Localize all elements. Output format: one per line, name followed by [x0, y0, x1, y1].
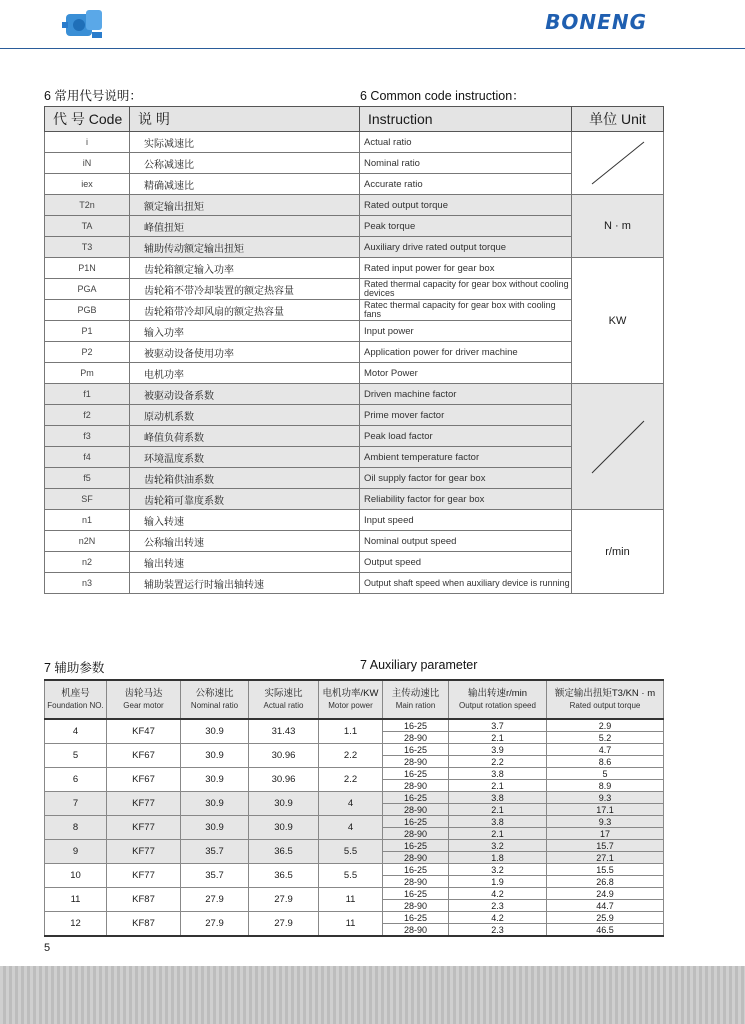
instruction-cell: Motor Power — [360, 363, 572, 384]
desc-cell: 齿轮箱不带冷却装置的额定热容量 — [130, 279, 360, 300]
aux-header-4 — [319, 680, 383, 719]
aux-cell-speed: 2.3 — [449, 924, 547, 937]
aux-header-cn: 输出转速r/min — [467, 687, 528, 699]
aux-cell-nominal: 35.7 — [181, 840, 249, 864]
desc-cell: 峰值负荷系数 — [130, 426, 360, 447]
instruction-cell: Nominal ratio — [360, 153, 572, 174]
aux-cell-speed: 2.1 — [449, 780, 547, 792]
code-cell: P2 — [45, 342, 130, 363]
page-header — [0, 0, 745, 50]
header-unit: 单位 Unit — [572, 107, 664, 132]
unit-cell-torque: N · m — [572, 195, 664, 258]
unit-cell-factor — [572, 384, 664, 510]
aux-cell-speed: 3.8 — [449, 816, 547, 828]
aux-cell-torque: 8.9 — [547, 780, 664, 792]
code-cell: T2n — [45, 195, 130, 216]
aux-cell-main-ratio: 16-25 — [383, 719, 449, 732]
instruction-cell: Output shaft speed when auxiliary device is running — [360, 573, 572, 594]
common-code-table — [44, 106, 664, 594]
aux-cell-main-ratio: 16-25 — [383, 912, 449, 924]
aux-cell-torque: 5.2 — [547, 732, 664, 744]
aux-cell-torque: 17.1 — [547, 804, 664, 816]
aux-cell-main-ratio: 16-25 — [383, 864, 449, 876]
aux-cell-torque: 17 — [547, 828, 664, 840]
aux-cell-power: 11 — [319, 912, 383, 937]
desc-cell: 峰值扭矩 — [130, 216, 360, 237]
aux-header-en: Output rotation speed — [459, 700, 536, 710]
header-divider — [0, 48, 745, 49]
desc-cell: 实际减速比 — [130, 132, 360, 153]
aux-cell-power: 2.2 — [319, 768, 383, 792]
aux-header-1 — [107, 680, 181, 719]
code-cell: i — [45, 132, 130, 153]
aux-header-cn: 电机功率/KW — [322, 687, 379, 699]
aux-cell-speed: 2.1 — [449, 804, 547, 816]
aux-cell-main-ratio: 28-90 — [383, 756, 449, 768]
code-cell: P1N — [45, 258, 130, 279]
desc-cell: 被驱动设备系数 — [130, 384, 360, 405]
aux-cell-main-ratio: 28-90 — [383, 924, 449, 937]
instruction-cell: Peak torque — [360, 216, 572, 237]
instruction-cell: Accurate ratio — [360, 174, 572, 195]
instruction-cell: Input speed — [360, 510, 572, 531]
code-cell: iN — [45, 153, 130, 174]
desc-cell: 额定输出扭矩 — [130, 195, 360, 216]
aux-cell-torque: 15.7 — [547, 840, 664, 852]
aux-cell-actual: 30.9 — [249, 792, 319, 816]
desc-cell: 齿轮箱带冷却风扇的额定热容量 — [130, 300, 360, 321]
aux-cell-speed: 3.8 — [449, 792, 547, 804]
aux-header-en: Actual ratio — [263, 700, 304, 710]
section7-title-en: 7 Auxiliary parameter — [360, 658, 478, 672]
aux-cell-main-ratio: 16-25 — [383, 792, 449, 804]
aux-cell-power: 5.5 — [319, 864, 383, 888]
aux-cell-power: 2.2 — [319, 744, 383, 768]
aux-header-cn: 公称速比 — [195, 687, 234, 699]
aux-cell-main-ratio: 28-90 — [383, 900, 449, 912]
unit-cell-ratio — [572, 132, 664, 195]
desc-cell: 齿轮箱供油系数 — [130, 468, 360, 489]
aux-cell-no: 6 — [45, 768, 107, 792]
instruction-cell: Peak load factor — [360, 426, 572, 447]
aux-cell-main-ratio: 28-90 — [383, 804, 449, 816]
instruction-cell: Rated output torque — [360, 195, 572, 216]
aux-cell-speed: 2.1 — [449, 732, 547, 744]
table-row — [45, 792, 664, 804]
aux-cell-speed: 3.9 — [449, 744, 547, 756]
aux-header-en: Motor power — [328, 700, 373, 710]
aux-cell-actual: 30.96 — [249, 768, 319, 792]
aux-cell-motor: KF87 — [107, 888, 181, 912]
aux-cell-main-ratio: 28-90 — [383, 780, 449, 792]
instruction-cell: Actual ratio — [360, 132, 572, 153]
aux-header-en: Rated output torque — [569, 700, 641, 710]
aux-header-en: Gear motor — [123, 700, 164, 710]
table-row — [45, 912, 664, 924]
code-cell: T3 — [45, 237, 130, 258]
desc-cell: 电机功率 — [130, 363, 360, 384]
aux-cell-nominal: 30.9 — [181, 719, 249, 744]
code-cell: f5 — [45, 468, 130, 489]
aux-header-cn: 齿轮马达 — [124, 687, 163, 699]
aux-cell-main-ratio: 16-25 — [383, 888, 449, 900]
aux-cell-speed: 3.2 — [449, 864, 547, 876]
code-cell: n1 — [45, 510, 130, 531]
table-row — [45, 744, 664, 756]
aux-cell-no: 9 — [45, 840, 107, 864]
aux-cell-torque: 8.6 — [547, 756, 664, 768]
instruction-cell: Prime mover factor — [360, 405, 572, 426]
desc-cell: 输入功率 — [130, 321, 360, 342]
aux-cell-motor: KF47 — [107, 719, 181, 744]
desc-cell: 辅助传动额定输出扭矩 — [130, 237, 360, 258]
section6-title-en: 6 Common code instruction： — [360, 89, 525, 103]
desc-cell: 被驱动设备使用功率 — [130, 342, 360, 363]
aux-cell-main-ratio: 16-25 — [383, 768, 449, 780]
desc-cell: 原动机系数 — [130, 405, 360, 426]
aux-cell-speed: 3.2 — [449, 840, 547, 852]
code-cell: iex — [45, 174, 130, 195]
aux-cell-main-ratio: 28-90 — [383, 876, 449, 888]
aux-cell-main-ratio: 28-90 — [383, 732, 449, 744]
aux-cell-no: 11 — [45, 888, 107, 912]
no-unit-slash-icon — [588, 417, 648, 477]
desc-cell: 公称减速比 — [130, 153, 360, 174]
aux-cell-speed: 2.2 — [449, 756, 547, 768]
footer-band — [0, 966, 745, 1024]
table-row — [45, 816, 664, 828]
aux-header-cn: 机座号 — [61, 687, 90, 699]
aux-cell-motor: KF77 — [107, 864, 181, 888]
code-cell: n2N — [45, 531, 130, 552]
page-number: 5 — [44, 942, 51, 954]
aux-cell-speed: 2.1 — [449, 828, 547, 840]
aux-cell-actual: 30.96 — [249, 744, 319, 768]
table-row — [45, 864, 664, 876]
aux-cell-torque: 2.9 — [547, 719, 664, 732]
unit-cell-power: KW — [572, 258, 664, 384]
aux-header-en: Nominal ratio — [190, 700, 239, 710]
table-row — [45, 840, 664, 852]
instruction-cell: Nominal output speed — [360, 531, 572, 552]
desc-cell: 输出转速 — [130, 552, 360, 573]
gearbox-product-icon — [62, 4, 108, 44]
aux-cell-main-ratio: 16-25 — [383, 840, 449, 852]
section6-title-cn: 6 常用代号说明： — [44, 89, 142, 103]
aux-cell-actual: 36.5 — [249, 864, 319, 888]
aux-header-2 — [181, 680, 249, 719]
aux-cell-torque: 24.9 — [547, 888, 664, 900]
aux-cell-speed: 3.7 — [449, 719, 547, 732]
header-instruction: Instruction — [360, 107, 572, 132]
instruction-cell: Reliability factor for gear box — [360, 489, 572, 510]
aux-cell-motor: KF67 — [107, 768, 181, 792]
aux-cell-motor: KF77 — [107, 792, 181, 816]
aux-cell-speed: 1.9 — [449, 876, 547, 888]
code-cell: f1 — [45, 384, 130, 405]
instruction-cell: Output speed — [360, 552, 572, 573]
aux-cell-motor: KF77 — [107, 840, 181, 864]
code-cell: PGA — [45, 279, 130, 300]
instruction-cell: Auxiliary drive rated output torque — [360, 237, 572, 258]
instruction-cell: Rated input power for gear box — [360, 258, 572, 279]
aux-cell-nominal: 30.9 — [181, 792, 249, 816]
desc-cell: 精确减速比 — [130, 174, 360, 195]
aux-cell-speed: 1.8 — [449, 852, 547, 864]
aux-cell-actual: 30.9 — [249, 816, 319, 840]
aux-cell-nominal: 35.7 — [181, 864, 249, 888]
aux-cell-torque: 27.1 — [547, 852, 664, 864]
code-cell: PGB — [45, 300, 130, 321]
code-cell: f2 — [45, 405, 130, 426]
aux-cell-power: 4 — [319, 792, 383, 816]
aux-cell-nominal: 30.9 — [181, 744, 249, 768]
aux-cell-speed: 2.3 — [449, 900, 547, 912]
aux-cell-power: 4 — [319, 816, 383, 840]
aux-header-3 — [249, 680, 319, 719]
aux-cell-nominal: 27.9 — [181, 888, 249, 912]
aux-header-cn: 实际速比 — [264, 687, 303, 699]
aux-cell-power: 11 — [319, 888, 383, 912]
instruction-cell: Ambient temperature factor — [360, 447, 572, 468]
code-cell: TA — [45, 216, 130, 237]
code-cell: f3 — [45, 426, 130, 447]
aux-header-cn: 主传动速比 — [391, 687, 440, 699]
aux-cell-torque: 9.3 — [547, 816, 664, 828]
aux-cell-torque: 4.7 — [547, 744, 664, 756]
unit-cell-speed: r/min — [572, 510, 664, 594]
brand-logo-text: BONENG — [545, 10, 647, 34]
aux-cell-main-ratio: 28-90 — [383, 828, 449, 840]
aux-cell-speed: 4.2 — [449, 888, 547, 900]
section7-title-cn: 7 辅助参数 — [44, 661, 105, 675]
aux-cell-torque: 46.5 — [547, 924, 664, 937]
aux-header-6 — [449, 680, 547, 719]
aux-cell-actual: 36.5 — [249, 840, 319, 864]
header-desc: 说 明 — [130, 107, 360, 132]
code-cell: P1 — [45, 321, 130, 342]
desc-cell: 齿轮箱可靠度系数 — [130, 489, 360, 510]
aux-cell-torque: 25.9 — [547, 912, 664, 924]
table-row — [45, 768, 664, 780]
desc-cell: 输入转速 — [130, 510, 360, 531]
aux-cell-actual: 27.9 — [249, 912, 319, 937]
aux-cell-torque: 9.3 — [547, 792, 664, 804]
aux-cell-torque: 5 — [547, 768, 664, 780]
aux-cell-nominal: 30.9 — [181, 816, 249, 840]
aux-cell-no: 4 — [45, 719, 107, 744]
aux-header-en: Main ration — [395, 700, 436, 710]
code-cell: SF — [45, 489, 130, 510]
aux-header-0 — [45, 680, 107, 719]
desc-cell: 齿轮箱额定输入功率 — [130, 258, 360, 279]
aux-cell-motor: KF67 — [107, 744, 181, 768]
instruction-cell: Input power — [360, 321, 572, 342]
code-cell: n3 — [45, 573, 130, 594]
code-cell: n2 — [45, 552, 130, 573]
instruction-cell: Rated thermal capacity for gear box without cooling devices — [360, 279, 572, 300]
aux-cell-no: 8 — [45, 816, 107, 840]
code-cell: Pm — [45, 363, 130, 384]
table-row — [45, 719, 664, 732]
aux-cell-nominal: 30.9 — [181, 768, 249, 792]
header-code: 代 号 Code — [45, 107, 130, 132]
no-unit-slash-icon — [588, 138, 648, 188]
desc-cell: 公称输出转速 — [130, 531, 360, 552]
aux-cell-no: 10 — [45, 864, 107, 888]
aux-header-5 — [383, 680, 449, 719]
instruction-cell: Application power for driver machine — [360, 342, 572, 363]
desc-cell: 环境温度系数 — [130, 447, 360, 468]
aux-cell-main-ratio: 16-25 — [383, 744, 449, 756]
aux-cell-main-ratio: 28-90 — [383, 852, 449, 864]
aux-cell-speed: 3.8 — [449, 768, 547, 780]
aux-cell-motor: KF77 — [107, 816, 181, 840]
instruction-cell: Ratec thermal capacity for gear box with cooling fans — [360, 300, 572, 321]
aux-header-en: Foundation NO. — [47, 700, 104, 710]
aux-cell-actual: 31.43 — [249, 719, 319, 744]
aux-cell-motor: KF87 — [107, 912, 181, 937]
aux-header-7 — [547, 680, 664, 719]
desc-cell: 辅助装置运行时输出轴转速 — [130, 573, 360, 594]
instruction-cell: Driven machine factor — [360, 384, 572, 405]
table-row — [45, 888, 664, 900]
aux-cell-torque: 44.7 — [547, 900, 664, 912]
auxiliary-parameter-table — [44, 679, 664, 937]
aux-cell-main-ratio: 16-25 — [383, 816, 449, 828]
aux-cell-no: 5 — [45, 744, 107, 768]
aux-cell-power: 1.1 — [319, 719, 383, 744]
aux-cell-speed: 4.2 — [449, 912, 547, 924]
aux-cell-torque: 15.5 — [547, 864, 664, 876]
aux-cell-nominal: 27.9 — [181, 912, 249, 937]
code-cell: f4 — [45, 447, 130, 468]
aux-cell-power: 5.5 — [319, 840, 383, 864]
aux-cell-actual: 27.9 — [249, 888, 319, 912]
aux-cell-no: 12 — [45, 912, 107, 937]
instruction-cell: Oil supply factor for gear box — [360, 468, 572, 489]
aux-cell-no: 7 — [45, 792, 107, 816]
aux-header-cn: 额定输出扭矩T3/KN · m — [554, 687, 656, 699]
aux-cell-torque: 26.8 — [547, 876, 664, 888]
